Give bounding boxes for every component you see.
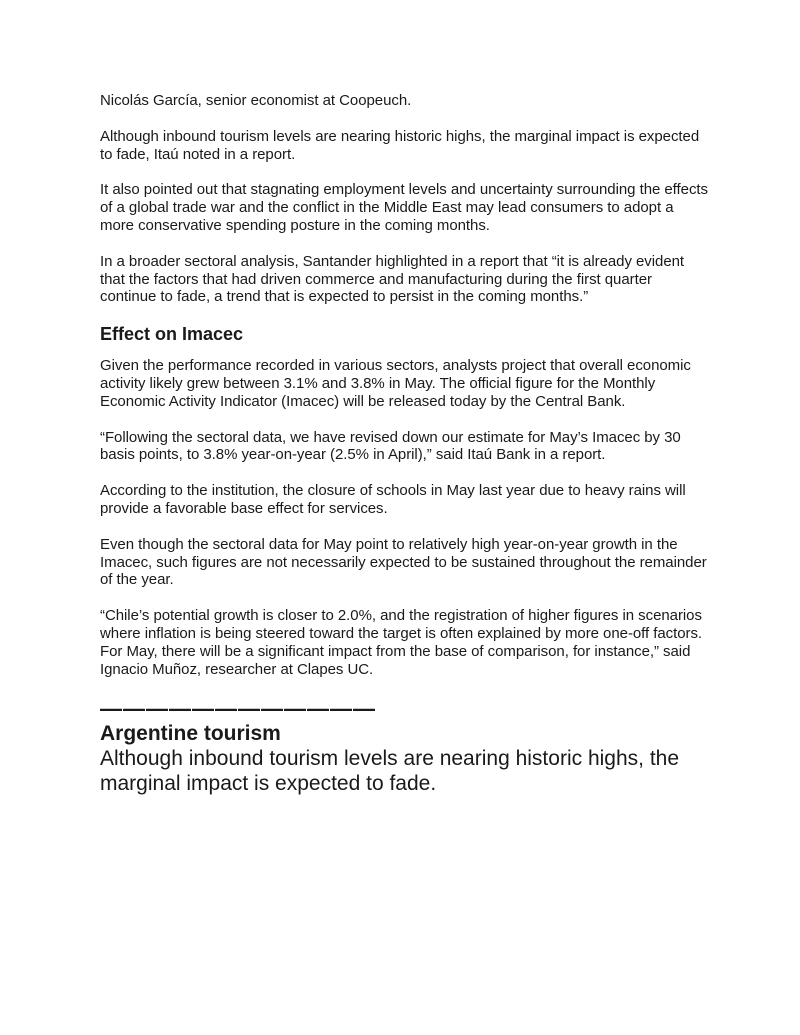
paragraph-santander-analysis: In a broader sectoral analysis, Santander highlighted in a report that “it is already evident that the factors that had driven commerce and manufacturing during the first quarter continue to fade, a trend that is expected to persist in the coming months.” bbox=[100, 252, 685, 306]
paragraph-potential-growth: “Chile’s potential growth is closer to 2.0%, and the registration of higher figures in scenarios where inflation is being steered toward the target is often explained by more one-off factors. For May, there will be a significant impact from the base of comparison, for instance,” said Ignacio Muñoz, researcher at Clapes UC. bbox=[100, 607, 703, 678]
paragraph-source-attribution: Nicolás García, senior economist at Coopeuch. bbox=[100, 92, 412, 109]
paragraph-inbound-tourism: Although inbound tourism levels are nearing historic highs, the marginal impact is expected to fade, Itaú noted in a report. bbox=[100, 127, 700, 163]
paragraph-growth-projection: Given the performance recorded in various sectors, analysts project that overall economic activity likely grew between 3.1% and 3.8% in May. The official figure for the Monthly Economic Activity Indicator (Imacec) will be released today by the Central Bank. bbox=[100, 357, 691, 410]
paragraph-itau-estimate: “Following the sectoral data, we have revised down our estimate for May’s Imacec by 30 basis points, to 3.8% year-on-year (2.5% in April),” said Itaú Bank in a report. bbox=[100, 428, 681, 464]
section-heading-imacec: Effect on Imacec bbox=[100, 324, 244, 345]
paragraph-base-effect: According to the institution, the closure of schools in May last year due to heavy rains will provide a favorable base effect for services. bbox=[100, 482, 686, 517]
related-article-summary: Although inbound tourism levels are nearing historic highs, the marginal impact is expected to fade. bbox=[100, 747, 680, 796]
separator-line: ———————————— bbox=[100, 696, 376, 722]
related-article-title[interactable]: Argentine tourism bbox=[100, 722, 281, 746]
paragraph-employment-uncertainty: It also pointed out that stagnating employment levels and uncertainty surrounding the effects of a global trade war and the conflict in the Middle East may lead consumers to adopt a more conservative spending posture in the coming months. bbox=[100, 181, 708, 234]
paragraph-sectoral-data: Even though the sectoral data for May point to relatively high year-on-year growth in the Imacec, such figures are not necessarily expected to be sustained throughout the remainder of the year. bbox=[100, 535, 707, 589]
document-page bbox=[100, 92, 710, 796]
